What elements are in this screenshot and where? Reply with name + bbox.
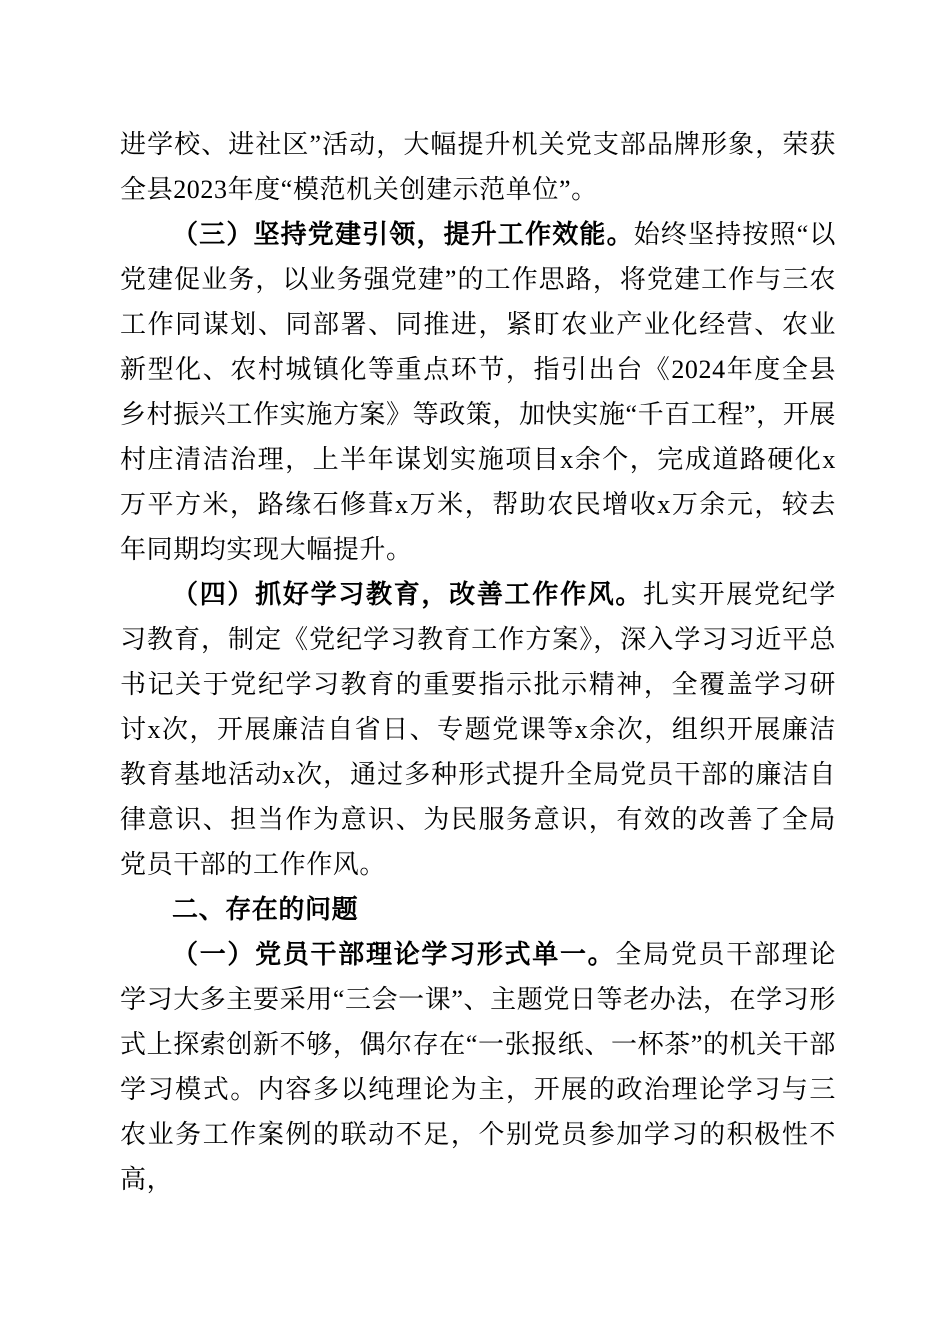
paragraph-text: 全局党员干部理论学习大多主要采用“三会一课”、主题党日等老办法，在学习形式上探索创新不够，偶尔存在“一张报纸、一杯茶”的机关干部学习模式。内容多以纯理论为主，开展的政治理论学习与三农业务工作案例的联动不足，个别党员参加学习的积极性不高， bbox=[120, 940, 836, 1194]
section-heading-problems bbox=[120, 887, 836, 932]
paragraph-lead: （四）抓好学习教育，改善工作作风。 bbox=[172, 580, 644, 609]
paragraph-continuation bbox=[120, 122, 836, 212]
paragraph-lead: （一）党员干部理论学习形式单一。 bbox=[172, 940, 616, 969]
paragraph-section-3 bbox=[120, 212, 836, 572]
paragraph-text: 进学校、进社区”活动，大幅提升机关党支部品牌形象，荣获全县2023年度“模范机关创建示范单位”。 bbox=[120, 130, 836, 204]
section-heading-text: 二、存在的问题 bbox=[172, 895, 359, 924]
paragraph-text: 始终坚持按照“以党建促业务，以业务强党建”的工作思路，将党建工作与三农工作同谋划、同部署、同推进，紧盯农业产业化经营、农业新型化、农村城镇化等重点环节，指引出台《2024年度全县乡村振兴工作实施方案》等政策，加快实施“千百工程”，开展村庄清洁治理，上半年谋划实施项目x余个，完成道路硬化x万平方米，路缘石修葺x万米，帮助农民增收x万余元，较去年同期均实现大幅提升。 bbox=[120, 220, 836, 564]
paragraph-problem-1 bbox=[120, 932, 836, 1202]
paragraph-lead: （三）坚持党建引领，提升工作效能。 bbox=[172, 220, 634, 249]
paragraph-section-4 bbox=[120, 572, 836, 887]
paragraph-text: 扎实开展党纪学习教育，制定《党纪学习教育工作方案》，深入学习习近平总书记关于党纪学习教育的重要指示批示精神，全覆盖学习研讨x次，开展廉洁自省日、专题党课等x余次，组织开展廉洁教育基地活动x次，通过多种形式提升全局党员干部的廉洁自律意识、担当作为意识、为民服务意识，有效的改善了全局党员干部的工作作风。 bbox=[120, 580, 837, 879]
